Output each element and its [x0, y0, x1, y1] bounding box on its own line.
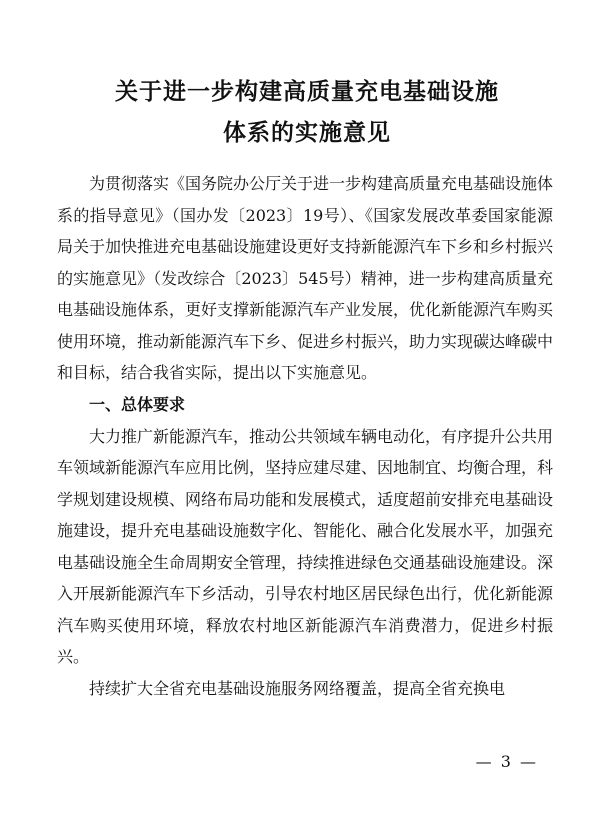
section-paragraph-continued: 持续扩大全省充电基础设施服务网络覆盖，提高全省充换电 [89, 678, 506, 698]
document-body [57, 168, 553, 704]
section-heading-general-requirements: 一、总体要求 [89, 394, 186, 414]
section-paragraph: 大力推广新能源汽车，推动公共领域车辆电动化，有序提升公共用车领域新能源汽车应用比例，坚持应建尽建、因地制宜、均衡合理，科学规划建设规模、网络布局功能和发展模式，适度超前安排充电基础设施建设，提升充电基础设施数字化、智能化、融合化发展水平，加强充电基础设施全生命周期安全管理，持续推进绿色交通基础设施建设。深入开展新能源汽车下乡活动，引导农村地区居民绿色出行，优化新能源汽车购买使用环境，释放农村地区新能源汽车消费潜力，促进乡村振兴。 [57, 426, 554, 666]
document-title-line-1: 关于进一步构建高质量充电基础设施 [115, 79, 499, 105]
intro-paragraph: 为贯彻落实《国务院办公厅关于进一步构建高质量充电基础设施体系的指导意见》（国办发〔2023〕19号）、《国家发展改革委国家能源局关于加快推进充电基础设施建设更好支持新能源汽车下乡和乡村振兴的实施意见》（发改综合〔2023〕545号）精神，进一步构建高质量充电基础设施体系，更好支撑新能源汽车产业发展，优化新能源汽车购买使用环境，推动新能源汽车下乡、促进乡村振兴，助力实现碳达峰碳中和目标，结合我省实际，提出以下实施意见。 [57, 174, 554, 382]
document-title-line-2: 体系的实施意见 [223, 120, 391, 146]
page-number: — 3 — [475, 752, 538, 771]
